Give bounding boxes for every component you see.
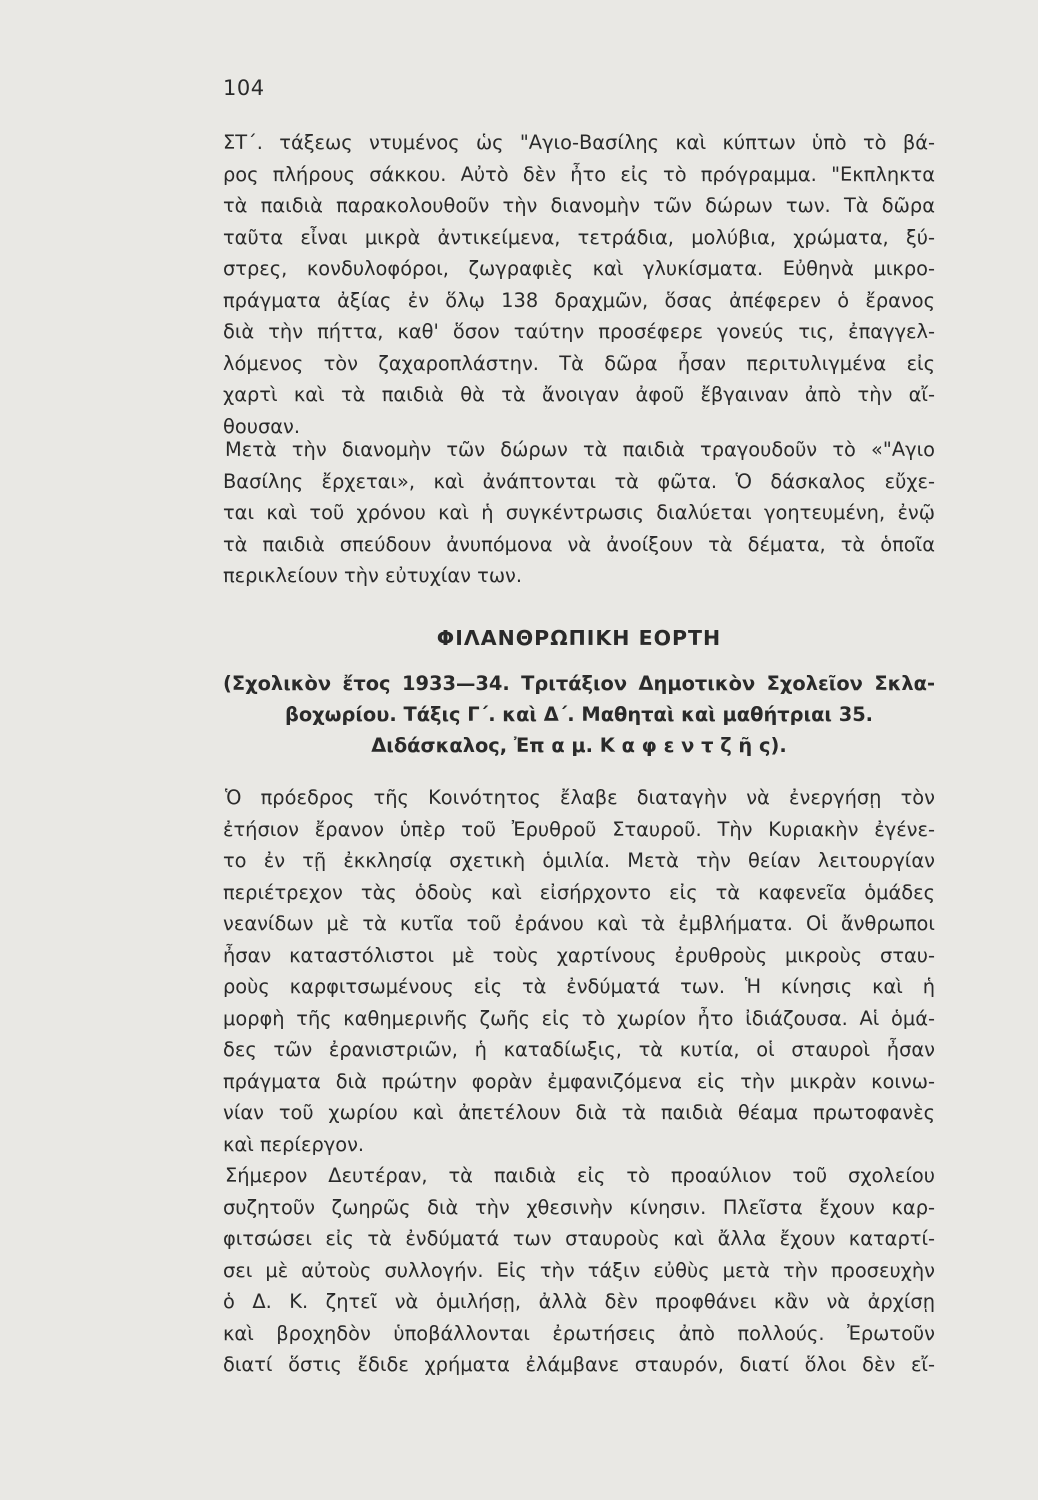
text-line: Σήμερον Δευτέραν, τὰ παιδιὰ εἰς τὸ προαύλιον τοῦ σχολείου bbox=[225, 1164, 935, 1187]
text-line: χαρτὶ καὶ τὰ παιδιὰ θὰ τὰ ἄνοιγαν ἀφοῦ ἔβγαιναν ἀπὸ τὴν αἴ- bbox=[223, 383, 935, 406]
text-line: ἐτήσιον ἔρανον ὑπὲρ τοῦ Ἐρυθροῦ Σταυροῦ. Τὴν Κυριακὴν ἐγένε- bbox=[223, 817, 935, 841]
page-number: 104 bbox=[223, 76, 265, 100]
paragraph-2 bbox=[223, 434, 935, 592]
text-line: Μετὰ τὴν διανομὴν τῶν δώρων τὰ παιδιὰ τραγουδοῦν τὸ «"Αγιο bbox=[225, 438, 935, 461]
text-line: νίαν τοῦ χωρίου καὶ ἀπετέλουν διὰ τὰ παιδιὰ θέαμα πρωτοφανὲς bbox=[223, 1101, 935, 1124]
text-line: πράγματα διὰ πρώτην φορὰν ἐμφανιζόμενα εἰς τὴν μικρὰν κοινω- bbox=[223, 1069, 935, 1093]
text-line: περικλείουν τὴν εὐτυχίαν των. bbox=[223, 564, 523, 587]
text-line: μορφὴ τῆς καθημερινῆς ζωῆς εἰς τὸ χωρίον ἦτο ἰδιάζουσα. Αἱ ὁμά- bbox=[223, 1006, 935, 1030]
subheading-line: Διδάσκαλος, Ἐπ α μ. Κ α φ ε ν τ ζ ῆ ς). bbox=[371, 734, 787, 757]
text-line: στρες, κονδυλοφόροι, ζωγραφιὲς καὶ γλυκίσματα. Εὐθηνὰ μικρο- bbox=[223, 257, 935, 280]
text-line: ΣΤ΄. τάξεως ντυμένος ὡς "Αγιο-Βασίλης καὶ κύπτων ὑπὸ τὸ βά- bbox=[223, 131, 935, 154]
text-line: διατί ὅστις ἔδιδε χρήματα ἐλάμβανε σταυρόν, διατί ὅλοι δὲν εἴ- bbox=[223, 1353, 935, 1376]
paragraph-1 bbox=[223, 127, 935, 442]
text-line: λόμενος τὸν ζαχαροπλάστην. Τὰ δῶρα ἦσαν περιτυλιγμένα εἰς bbox=[223, 351, 935, 375]
text-line: συζητοῦν ζωηρῶς διὰ τὴν χθεσινὴν κίνησιν. Πλεῖστα ἔχουν καρ- bbox=[223, 1195, 935, 1219]
section-heading: ΦΙΛΑΝΘΡΩΠΙΚΗ ΕΟΡΤΗ bbox=[436, 626, 722, 650]
text-line: Βασίλης ἔρχεται», καὶ ἀνάπτονται τὰ φῶτα. Ὁ δάσκαλος εὔχε- bbox=[223, 469, 935, 493]
text-line: περιέτρεχον τὰς ὁδοὺς καὶ εἰσήρχοντο εἰς τὰ καφενεῖα ὁμάδες bbox=[223, 880, 935, 904]
text-line: καὶ περίεργον. bbox=[223, 1132, 365, 1156]
section-subheading bbox=[223, 668, 935, 761]
text-line: τὰ παιδιὰ παρακολουθοῦν τὴν διανομὴν τῶν δώρων των. Τὰ δῶρα bbox=[223, 194, 935, 217]
text-line: θουσαν. bbox=[223, 414, 301, 438]
paragraph-3 bbox=[223, 782, 935, 1160]
text-line: ἦσαν καταστόλιστοι μὲ τοὺς χαρτίνους ἐρυθροὺς μικροὺς σταυ- bbox=[223, 943, 935, 967]
text-line: νεανίδων μὲ τὰ κυτῖα τοῦ ἐράνου καὶ τὰ ἐμβλήματα. Οἱ ἄνθρωποι bbox=[223, 912, 935, 935]
text-line: Ὁ πρόεδρος τῆς Κοινότητος ἔλαβε διαταγὴν νὰ ἐνεργήσῃ τὸν bbox=[225, 786, 935, 809]
text-line: πράγματα ἀξίας ἐν ὅλῳ 138 δραχμῶν, ὅσας ἀπέφερεν ὁ ἔρανος bbox=[223, 288, 935, 312]
text-line: φιτσώσει εἰς τὰ ἐνδύματά των σταυροὺς καὶ ἄλλα ἔχουν καταρτί- bbox=[223, 1227, 935, 1250]
text-line: ροὺς καρφιτσωμένους εἰς τὰ ἐνδύματά των. Ἡ κίνησις καὶ ἡ bbox=[223, 975, 935, 998]
text-line: δες τῶν ἐρανιστριῶν, ἡ καταδίωξις, τὰ κυτία, οἱ σταυροὶ ἦσαν bbox=[223, 1038, 935, 1061]
text-line: τὰ παιδιὰ σπεύδουν ἀνυπόμονα νὰ ἀνοίξουν τὰ δέματα, τὰ ὁποῖα bbox=[223, 532, 935, 556]
text-line: σει μὲ αὐτοὺς συλλογήν. Εἰς τὴν τάξιν εὐθὺς μετὰ τὴν προσευχὴν bbox=[223, 1258, 935, 1282]
text-line: το ἐν τῇ ἐκκλησίᾳ σχετικὴ ὁμιλία. Μετὰ τὴν θείαν λειτουργίαν bbox=[223, 849, 935, 872]
text-line: διὰ τὴν πήττα, καθ' ὅσον ταύτην προσέφερε γονεύς τις, ἐπαγγελ- bbox=[223, 320, 935, 343]
paragraph-4 bbox=[223, 1160, 935, 1381]
text-line: ται καὶ τοῦ χρόνου καὶ ἡ συγκέντρωσις διαλύεται γοητευμένη, ἐνῷ bbox=[223, 501, 935, 524]
subheading-line: (Σχολικὸν ἔτος 1933—34. Τριτάξιον Δημοτικὸν Σχολεῖον Σκλα- bbox=[223, 672, 935, 695]
text-line: ὁ Δ. Κ. ζητεῖ νὰ ὁμιλήσῃ, ἀλλὰ δὲν προφθάνει κἂν νὰ ἀρχίσῃ bbox=[223, 1290, 935, 1313]
text-line: ταῦτα εἶναι μικρὰ ἀντικείμενα, τετράδια, μολύβια, χρώματα, ξύ- bbox=[223, 225, 935, 249]
text-line: καὶ βροχηδὸν ὑποβάλλονται ἐρωτήσεις ἀπὸ πολλούς. Ἐρωτοῦν bbox=[223, 1321, 935, 1345]
subheading-line: βοχωρίου. Τάξις Γ΄. καὶ Δ΄. Μαθηταὶ καὶ μαθήτριαι 35. bbox=[284, 703, 874, 726]
text-line: ρος πλήρους σάκκου. Αὐτὸ δὲν ἦτο εἰς τὸ πρόγραμμα. "Εκπληκτα bbox=[223, 162, 935, 186]
